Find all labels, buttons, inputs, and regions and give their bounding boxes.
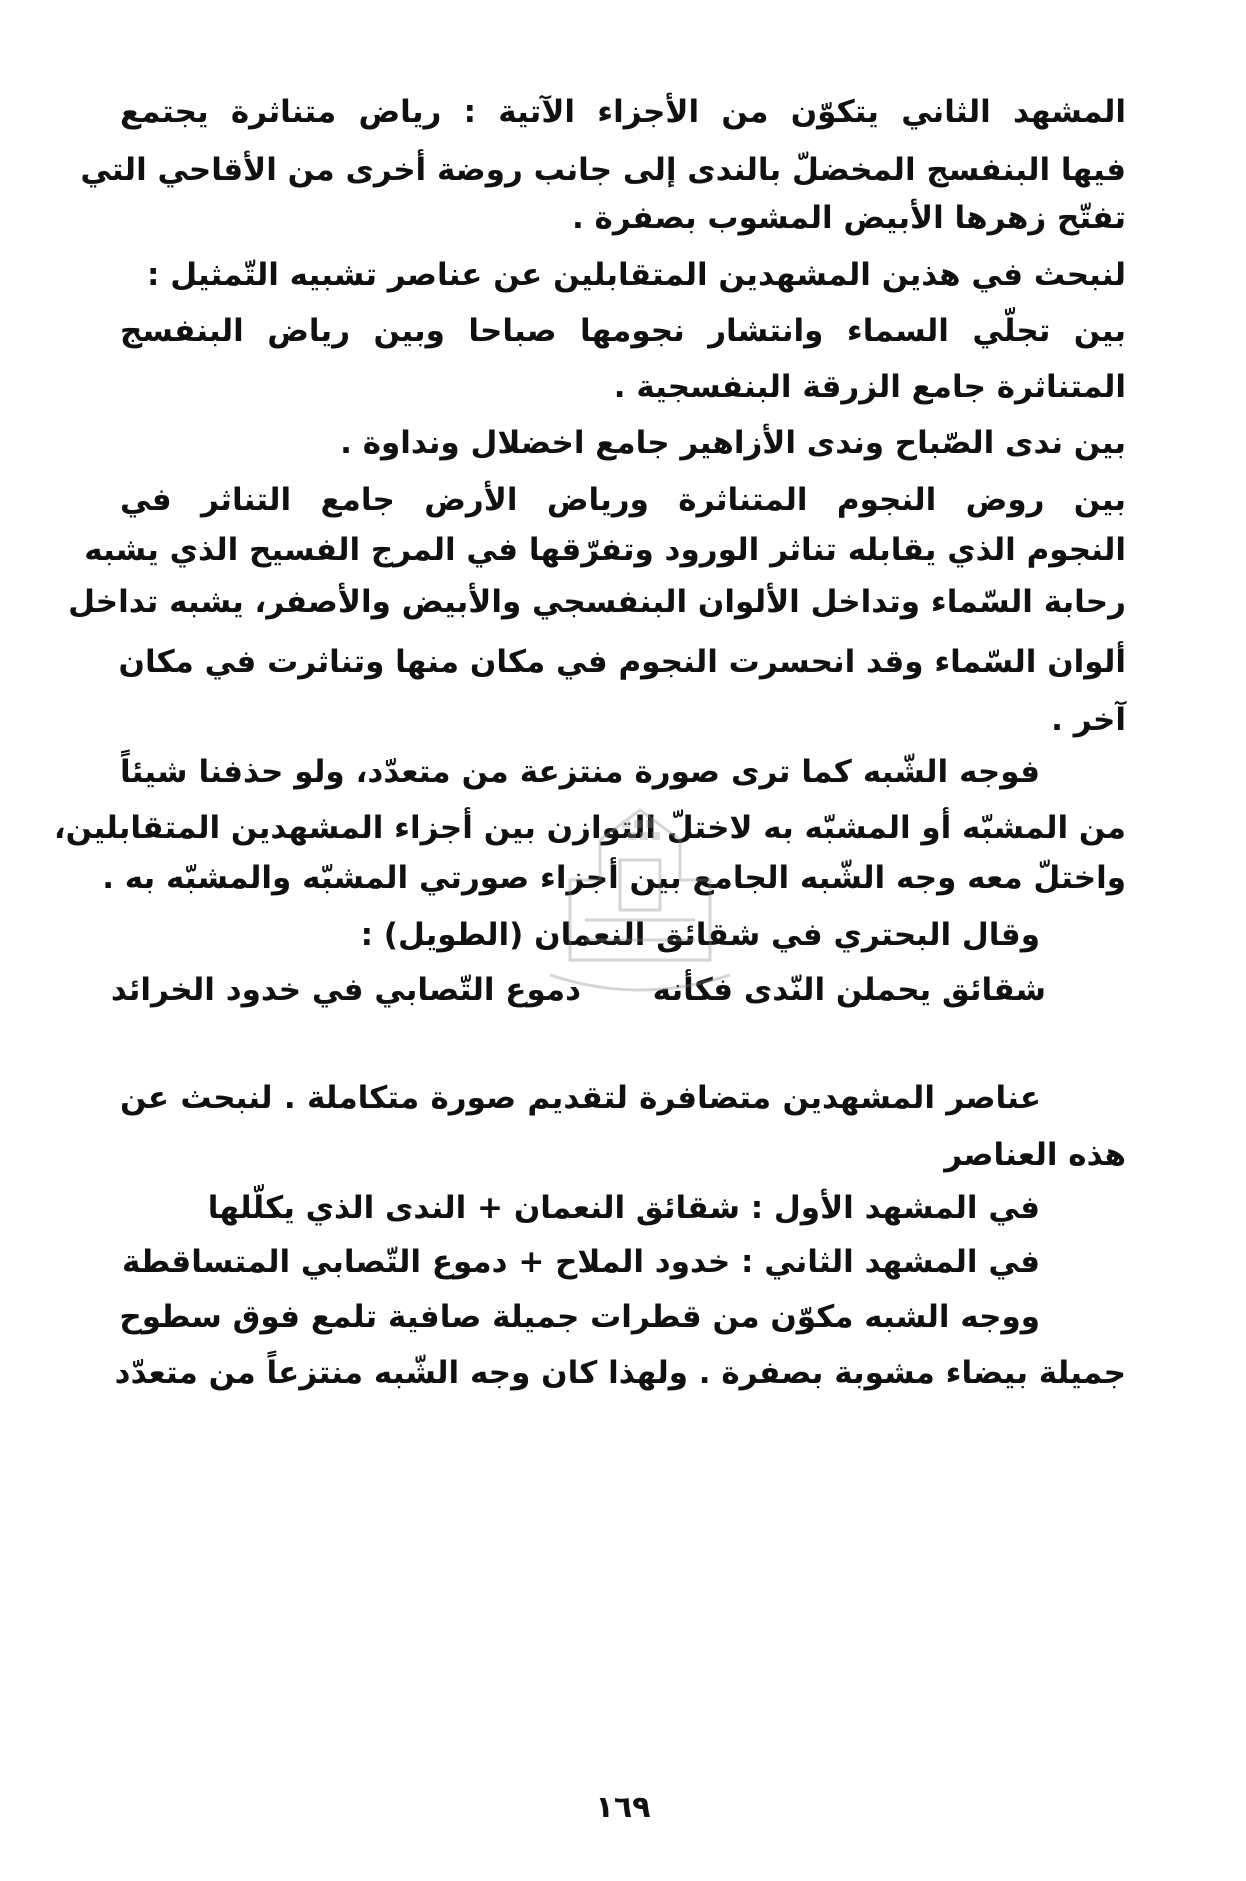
text-line: في المشهد الأول : شقائق النعمان + الندى الذي يكلّلها	[207, 1190, 1040, 1226]
text-line: فيها البنفسج المخضلّ بالندى إلى جانب روضة أخرى من الأقاحي التي	[80, 152, 1126, 188]
text-line: من المشبّه أو المشبّه به لاختلّ التوازن بين أجزاء المشهدين المتقابلين،	[53, 810, 1126, 846]
text-line: ووجه الشبه مكوّن من قطرات جميلة صافية تلمع فوق سطوح	[119, 1299, 1040, 1335]
text-line: هذه العناصر	[944, 1137, 1126, 1173]
text-line: جميلة بيضاء مشوبة بصفرة . ولهذا كان وجه الشّبه منتزعاً من متعدّد	[114, 1355, 1126, 1391]
text-line: عناصر المشهدين متضافرة لتقديم صورة متكاملة . لنبحث عن	[120, 1080, 1041, 1116]
text-line: المشهد الثاني يتكوّن من الأجزاء الآتية : رياض متناثرة يجتمع	[120, 94, 1126, 130]
institution-seal-icon	[530, 800, 750, 1010]
text-line: وقال البحتري في شقائق النعمان (الطويل) :	[360, 917, 1040, 953]
text-line: واختلّ معه وجه الشّبه الجامع بين أجزاء صورتي المشبّه والمشبّه به .	[102, 860, 1126, 896]
text-line: في المشهد الثاني : خدود الملاح + دموع التّصابي المتساقطة	[121, 1244, 1040, 1280]
text-line: ألوان السّماء وقد انحسرت النجوم في مكان منها وتناثرت في مكان	[118, 644, 1126, 680]
verse-second-hemistich: دموع التّصابي في خدود الخرائد	[110, 972, 581, 1008]
text-line: بين تجلّي السماء وانتشار نجومها صباحا وبين رياض البنفسج	[120, 313, 1126, 349]
text-line: آخر .	[1051, 702, 1126, 738]
text-line: فوجه الشّبه كما ترى صورة منتزعة من متعدّد، ولو حذفنا شيئاً	[120, 754, 1040, 790]
page-number: ١٦٩	[595, 1790, 651, 1825]
text-line: النجوم الذي يقابله تناثر الورود وتفرّقها في المرج الفسيح الذي يشبه	[84, 532, 1126, 568]
text-line: لنبحث في هذين المشهدين المتقابلين عن عناصر تشبيه التّمثيل :	[147, 257, 1126, 293]
text-line: بين روض النجوم المتناثرة ورياض الأرض جامع التناثر في	[120, 482, 1126, 518]
verse-first-hemistich: شقائق يحملن النّدى فكأنه	[652, 972, 1046, 1008]
text-line: المتناثرة جامع الزرقة البنفسجية .	[613, 369, 1126, 405]
text-line: تفتّح زهرها الأبيض المشوب بصفرة .	[571, 200, 1126, 236]
text-line: رحابة السّماء وتداخل الألوان البنفسجي والأبيض والأصفر، يشبه تداخل	[68, 584, 1126, 620]
text-line: بين ندى الصّباح وندى الأزاهير جامع اخضلال ونداوة .	[340, 425, 1126, 461]
